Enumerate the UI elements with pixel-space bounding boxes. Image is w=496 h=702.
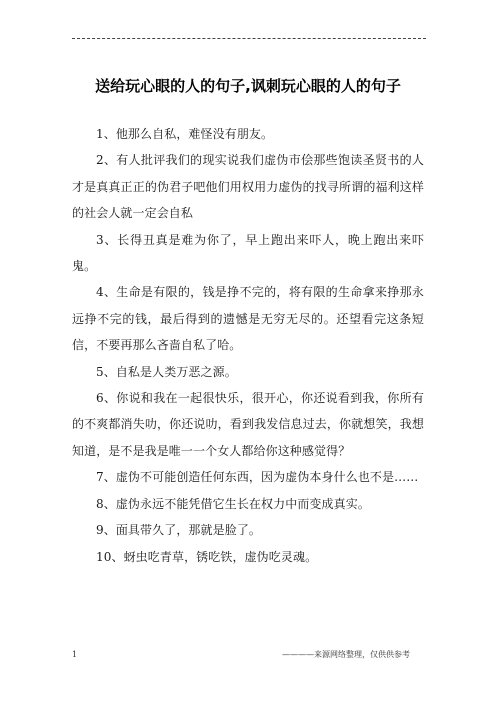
header-dashed-rule bbox=[72, 38, 426, 39]
page-number: 1 bbox=[72, 650, 78, 659]
paragraph-4: 4、生命是有限的，钱是挣不完的，将有限的生命拿来挣那永远挣不完的钱，最后得到的遗憾是无穷无尽的。还望看完这条短信，不要再那么吝啬自私了哈。 bbox=[72, 285, 424, 353]
paragraph-1: 1、他那么自私，难怪没有朋友。 bbox=[96, 127, 274, 141]
paragraph-10: 10、蚜虫吃青草，锈吃铁，虚伪吃灵魂。 bbox=[96, 549, 318, 564]
footer-source-note: ————来源网络整理，仅供供参考 bbox=[282, 650, 410, 659]
document-title: 送给玩心眼的人的句子,讽刺玩心眼的人的句子 bbox=[95, 77, 401, 95]
paragraph-5: 5、自私是人类万恶之源。 bbox=[96, 364, 237, 379]
paragraph-9: 9、面具带久了，那就是脸了。 bbox=[96, 523, 262, 538]
paragraph-8: 8、虚伪永远不能凭借它生长在权力中而变成真实。 bbox=[96, 496, 370, 511]
paragraph-7: 7、虚伪不可能创造任何东西，因为虚伪本身什么也不是…… bbox=[96, 470, 419, 485]
paragraph-3: 3、长得丑真是难为你了，早上跑出来吓人，晚上跑出来吓鬼。 bbox=[72, 232, 424, 274]
paragraph-2: 2、有人批评我们的现实说我们虚伪市侩那些饱读圣贤书的人才是真真正正的伪君子吧他们用权用力虚伪的找寻所谓的福利这样的社会人就一定会自私 bbox=[72, 153, 424, 221]
document-body bbox=[72, 121, 424, 570]
paragraph-6: 6、你说和我在一起很快乐，很开心，你还说看到我，你所有的不爽都消失叻，你还说叻，看到我发信息过去，你就想笑，我想知道，是不是我是唯一一个女人都给你这种感觉得？ bbox=[72, 391, 424, 458]
